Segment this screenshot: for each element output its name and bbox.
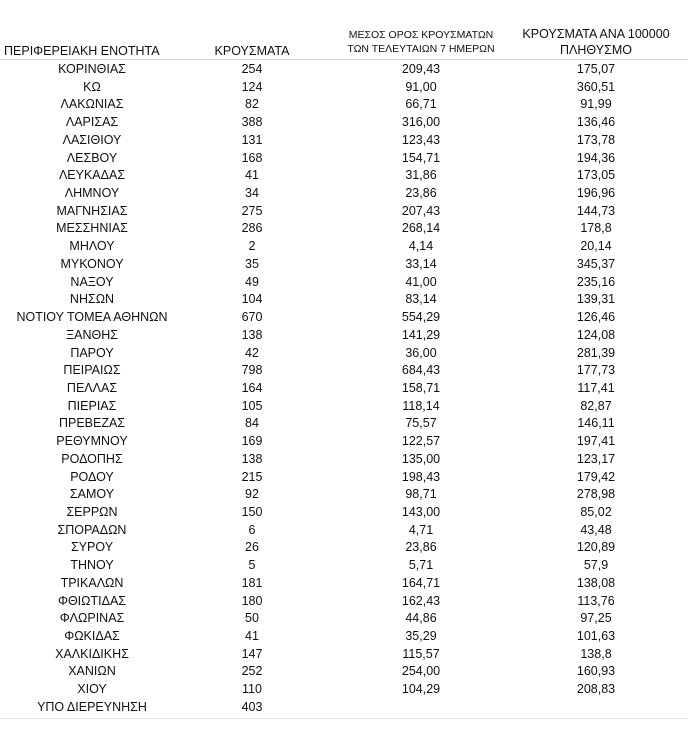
cell-cases-per-100000: 177,73 xyxy=(576,363,616,378)
cell-cases: 150 xyxy=(241,504,263,519)
cell-seven-day-average: 198,43 xyxy=(401,469,441,484)
cell-cases-per-100000: 101,63 xyxy=(576,629,616,643)
cell-cases-per-100000: 57,9 xyxy=(583,558,609,573)
cell-region: ΚΩ xyxy=(83,79,101,94)
cell-cases-per-100000: 117,41 xyxy=(577,380,615,395)
header-divider xyxy=(0,59,688,60)
cell-seven-day-average: 554,29 xyxy=(401,310,441,325)
cell-region: ΠΕΛΛΑΣ xyxy=(66,380,118,395)
cell-region: ΤΡΙΚΑΛΩΝ xyxy=(60,575,124,590)
table-row xyxy=(0,238,688,256)
cell-region: ΞΑΝΘΗΣ xyxy=(66,327,118,342)
cell-cases: 138 xyxy=(241,327,263,342)
cell-cases: 215 xyxy=(241,469,263,484)
cell-seven-day-average: 4,14 xyxy=(408,239,434,254)
cell-region: ΤΗΝΟΥ xyxy=(70,558,114,573)
cell-seven-day-average: 143,00 xyxy=(401,504,441,519)
cell-region: ΜΑΓΝΗΣΙΑΣ xyxy=(56,203,128,218)
cell-cases: 168 xyxy=(241,150,263,165)
cell-seven-day-average: 209,43 xyxy=(401,62,441,76)
cell-seven-day-average: 122,57 xyxy=(401,434,441,449)
table-row xyxy=(0,575,688,593)
cell-cases-per-100000: 179,42 xyxy=(576,469,616,484)
cell-seven-day-average: 35,29 xyxy=(405,629,437,643)
table-row xyxy=(0,699,688,717)
cell-region: ΡΟΔΟΥ xyxy=(70,469,114,484)
cell-cases: 181 xyxy=(241,575,263,590)
table-row xyxy=(0,220,688,238)
cell-region: ΛΗΜΝΟΥ xyxy=(64,186,120,201)
cell-cases-per-100000: 138,8 xyxy=(580,646,612,661)
cell-cases: 49 xyxy=(245,274,259,289)
cell-cases-per-100000: 146,11 xyxy=(577,416,615,431)
cell-region: ΧΑΛΚΙΔΙΚΗΣ xyxy=(55,646,129,661)
cell-seven-day-average: 5,71 xyxy=(408,558,434,573)
cell-seven-day-average: 104,29 xyxy=(401,682,441,697)
cell-seven-day-average: 31,86 xyxy=(405,168,437,183)
table-row xyxy=(0,167,688,185)
cell-seven-day-average: 268,14 xyxy=(401,221,441,236)
cell-cases: 105 xyxy=(241,398,263,413)
cell-cases: 84 xyxy=(245,416,259,431)
cell-region: ΠΑΡΟΥ xyxy=(70,345,114,360)
cell-cases: 5 xyxy=(248,558,256,573)
cell-cases: 42 xyxy=(245,345,259,360)
header-avg-line-2: ΤΩΝ ΤΕΛΕΥΤΑΙΩΝ 7 ΗΜΕΡΩΝ xyxy=(347,43,495,55)
cell-region: ΣΥΡΟΥ xyxy=(70,540,114,555)
table-body xyxy=(0,61,688,717)
cell-seven-day-average: 33,14 xyxy=(405,256,437,271)
cell-cases: 138 xyxy=(241,451,263,466)
table-row xyxy=(0,504,688,522)
table-row xyxy=(0,291,688,309)
cell-region: ΣΠΟΡΑΔΩΝ xyxy=(57,522,127,537)
cell-seven-day-average: 91,00 xyxy=(405,79,437,94)
cell-region: ΦΘΙΩΤΙΔΑΣ xyxy=(57,593,127,608)
cell-region: ΡΟΔΟΠΗΣ xyxy=(61,451,123,466)
cell-seven-day-average: 162,43 xyxy=(401,593,441,608)
table-row xyxy=(0,96,688,114)
cell-seven-day-average: 23,86 xyxy=(405,186,437,201)
cell-seven-day-average: 316,00 xyxy=(401,115,441,130)
cell-cases: 6 xyxy=(248,522,256,537)
table-row xyxy=(0,132,688,150)
cell-cases: 104 xyxy=(241,292,263,307)
cell-region: ΜΥΚΟΝΟΥ xyxy=(60,256,124,271)
cell-cases-per-100000: 178,8 xyxy=(580,221,612,236)
table-row xyxy=(0,274,688,292)
cell-region: ΣΕΡΡΩΝ xyxy=(66,504,118,519)
cell-cases: 164 xyxy=(241,380,263,395)
cell-cases: 34 xyxy=(245,186,259,201)
cell-cases: 798 xyxy=(241,363,263,378)
cell-cases: 50 xyxy=(245,611,259,626)
table-row xyxy=(0,114,688,132)
cell-cases: 254 xyxy=(241,62,263,76)
cell-cases-per-100000: 43,48 xyxy=(580,522,612,537)
cell-region: ΥΠΟ ΔΙΕΡΕΥΝΗΣΗ xyxy=(37,699,147,714)
cell-cases-per-100000: 85,02 xyxy=(580,504,612,519)
cell-seven-day-average: 141,29 xyxy=(401,327,441,342)
table-row xyxy=(0,610,688,628)
header-cases: ΚΡΟΥΣΜΑΤΑ xyxy=(214,44,290,58)
cell-cases-per-100000: 160,93 xyxy=(576,664,616,679)
cell-cases: 180 xyxy=(241,593,263,608)
cell-cases: 41 xyxy=(245,168,259,183)
cell-cases-per-100000: 194,36 xyxy=(576,150,616,165)
table-row xyxy=(0,557,688,575)
cell-seven-day-average: 154,71 xyxy=(401,150,441,165)
cell-cases-per-100000: 138,08 xyxy=(576,575,616,590)
table-row xyxy=(0,380,688,398)
cell-cases-per-100000: 208,83 xyxy=(576,682,616,697)
cell-cases: 124 xyxy=(241,79,263,94)
table-row xyxy=(0,362,688,380)
cell-seven-day-average: 164,71 xyxy=(401,575,441,590)
cell-cases-per-100000: 120,89 xyxy=(576,540,616,555)
cell-cases-per-100000: 136,46 xyxy=(576,115,616,130)
cell-cases-per-100000: 235,16 xyxy=(576,274,616,289)
cell-region: ΛΑΡΙΣΑΣ xyxy=(65,115,119,130)
cell-region: ΛΑΣΙΘΙΟΥ xyxy=(62,132,122,147)
cell-region: ΚΟΡΙΝΘΙΑΣ xyxy=(58,62,126,76)
table-row xyxy=(0,150,688,168)
cell-seven-day-average: 118,14 xyxy=(402,398,440,413)
table-row xyxy=(0,327,688,345)
cell-cases-per-100000: 196,96 xyxy=(576,186,616,201)
cell-cases: 169 xyxy=(241,434,263,449)
table-row xyxy=(0,415,688,433)
cell-cases: 2 xyxy=(248,239,256,254)
header-region: ΠΕΡΙΦΕΡΕΙΑΚΗ ΕΝΟΤΗΤΑ xyxy=(4,44,160,58)
cell-cases-per-100000: 126,46 xyxy=(576,310,616,325)
cell-region: ΝΗΣΩΝ xyxy=(69,292,115,307)
cell-seven-day-average: 254,00 xyxy=(401,664,441,679)
cell-cases-per-100000: 175,07 xyxy=(576,62,616,76)
cell-cases: 35 xyxy=(245,256,259,271)
cell-seven-day-average: 83,14 xyxy=(405,292,437,307)
header-cases-per-100000 xyxy=(508,26,684,58)
cell-cases: 147 xyxy=(241,646,263,661)
cell-seven-day-average: 115,57 xyxy=(402,646,440,661)
cell-region: ΦΩΚΙΔΑΣ xyxy=(64,629,120,643)
table-row xyxy=(0,646,688,664)
table-row xyxy=(0,663,688,681)
cell-cases-per-100000: 144,73 xyxy=(576,203,616,218)
cell-seven-day-average: 66,71 xyxy=(405,97,437,112)
table-row xyxy=(0,185,688,203)
cell-region: ΛΕΣΒΟΥ xyxy=(66,150,118,165)
cell-region: ΜΗΛΟΥ xyxy=(69,239,115,254)
cell-region: ΝΟΤΙΟΥ ΤΟΜΕΑ ΑΘΗΝΩΝ xyxy=(16,310,168,325)
cell-cases: 41 xyxy=(245,629,259,643)
table-row xyxy=(0,203,688,221)
cell-region: ΧΙΟΥ xyxy=(77,682,107,697)
cell-region: ΛΕΥΚΑΔΑΣ xyxy=(58,168,126,183)
cell-seven-day-average: 36,00 xyxy=(405,345,437,360)
table-row xyxy=(0,593,688,611)
cell-seven-day-average: 4,71 xyxy=(408,522,434,537)
table-row xyxy=(0,256,688,274)
table-row xyxy=(0,451,688,469)
cell-region: ΠΕΙΡΑΙΩΣ xyxy=(63,363,121,378)
table-row xyxy=(0,309,688,327)
header-per-line-1: ΚΡΟΥΣΜΑΤΑ ΑΝΑ 100000 xyxy=(522,27,670,41)
cell-region: ΣΑΜΟΥ xyxy=(69,487,115,502)
cell-cases-per-100000: 139,31 xyxy=(576,292,616,307)
table-row xyxy=(0,522,688,540)
cell-seven-day-average: 684,43 xyxy=(401,363,441,378)
cell-seven-day-average: 44,86 xyxy=(405,611,437,626)
table-row xyxy=(0,398,688,416)
cell-cases-per-100000: 360,51 xyxy=(576,79,616,94)
cell-cases-per-100000: 281,39 xyxy=(576,345,616,360)
cell-cases: 110 xyxy=(242,682,262,697)
cell-cases: 252 xyxy=(241,664,263,679)
cell-seven-day-average: 75,57 xyxy=(405,416,437,431)
table-bottom-divider xyxy=(0,718,688,719)
cell-cases-per-100000: 197,41 xyxy=(576,434,616,449)
table-row xyxy=(0,345,688,363)
cell-seven-day-average: 207,43 xyxy=(401,203,441,218)
cell-cases-per-100000: 124,08 xyxy=(576,327,616,342)
cell-region: ΝΑΞΟΥ xyxy=(70,274,114,289)
table-row xyxy=(0,469,688,487)
table-row xyxy=(0,61,688,79)
header-per-line-2: ΠΛΗΘΥΣΜΟ xyxy=(560,43,632,57)
cell-cases-per-100000: 123,17 xyxy=(576,451,616,466)
cell-region: ΜΕΣΣΗΝΙΑΣ xyxy=(56,221,128,236)
cell-cases-per-100000: 97,25 xyxy=(580,611,612,626)
cell-cases-per-100000: 82,87 xyxy=(580,398,612,413)
table-row xyxy=(0,681,688,699)
table-row xyxy=(0,486,688,504)
cell-cases: 286 xyxy=(241,221,263,236)
table-row xyxy=(0,539,688,557)
table-row xyxy=(0,79,688,97)
cell-region: ΡΕΘΥΜΝΟΥ xyxy=(56,434,128,449)
cell-cases-per-100000: 20,14 xyxy=(580,239,612,254)
cell-cases: 92 xyxy=(245,487,259,502)
cell-seven-day-average: 23,86 xyxy=(405,540,437,555)
cell-cases: 403 xyxy=(241,699,263,714)
cell-cases-per-100000: 345,37 xyxy=(576,256,616,271)
header-avg-line-1: ΜΕΣΟΣ ΟΡΟΣ ΚΡΟΥΣΜΑΤΩΝ xyxy=(348,29,494,41)
cell-cases: 82 xyxy=(245,97,259,112)
cell-cases-per-100000: 91,99 xyxy=(580,97,612,112)
cell-region: ΧΑΝΙΩΝ xyxy=(68,664,116,679)
cell-cases-per-100000: 278,98 xyxy=(576,487,616,502)
cell-cases-per-100000: 173,05 xyxy=(576,168,616,183)
table-row xyxy=(0,628,688,646)
header-seven-day-average xyxy=(326,28,516,56)
table-row xyxy=(0,433,688,451)
cell-cases: 26 xyxy=(245,540,259,555)
cell-cases: 275 xyxy=(241,203,263,218)
cell-seven-day-average: 158,71 xyxy=(401,380,441,395)
cell-region: ΦΛΩΡΙΝΑΣ xyxy=(59,611,125,626)
cell-cases: 388 xyxy=(241,115,263,130)
cell-cases: 670 xyxy=(241,310,263,325)
cell-cases-per-100000: 173,78 xyxy=(576,132,616,147)
cell-cases: 131 xyxy=(241,132,263,147)
cell-region: ΠΡΕΒΕΖΑΣ xyxy=(58,416,126,431)
cell-cases-per-100000: 113,76 xyxy=(577,593,615,608)
cell-region: ΛΑΚΩΝΙΑΣ xyxy=(60,97,124,112)
cell-seven-day-average: 123,43 xyxy=(401,132,441,147)
cell-seven-day-average: 41,00 xyxy=(405,274,437,289)
cell-region: ΠΙΕΡΙΑΣ xyxy=(67,398,117,413)
cell-seven-day-average: 135,00 xyxy=(401,451,441,466)
cell-seven-day-average: 98,71 xyxy=(405,487,437,502)
